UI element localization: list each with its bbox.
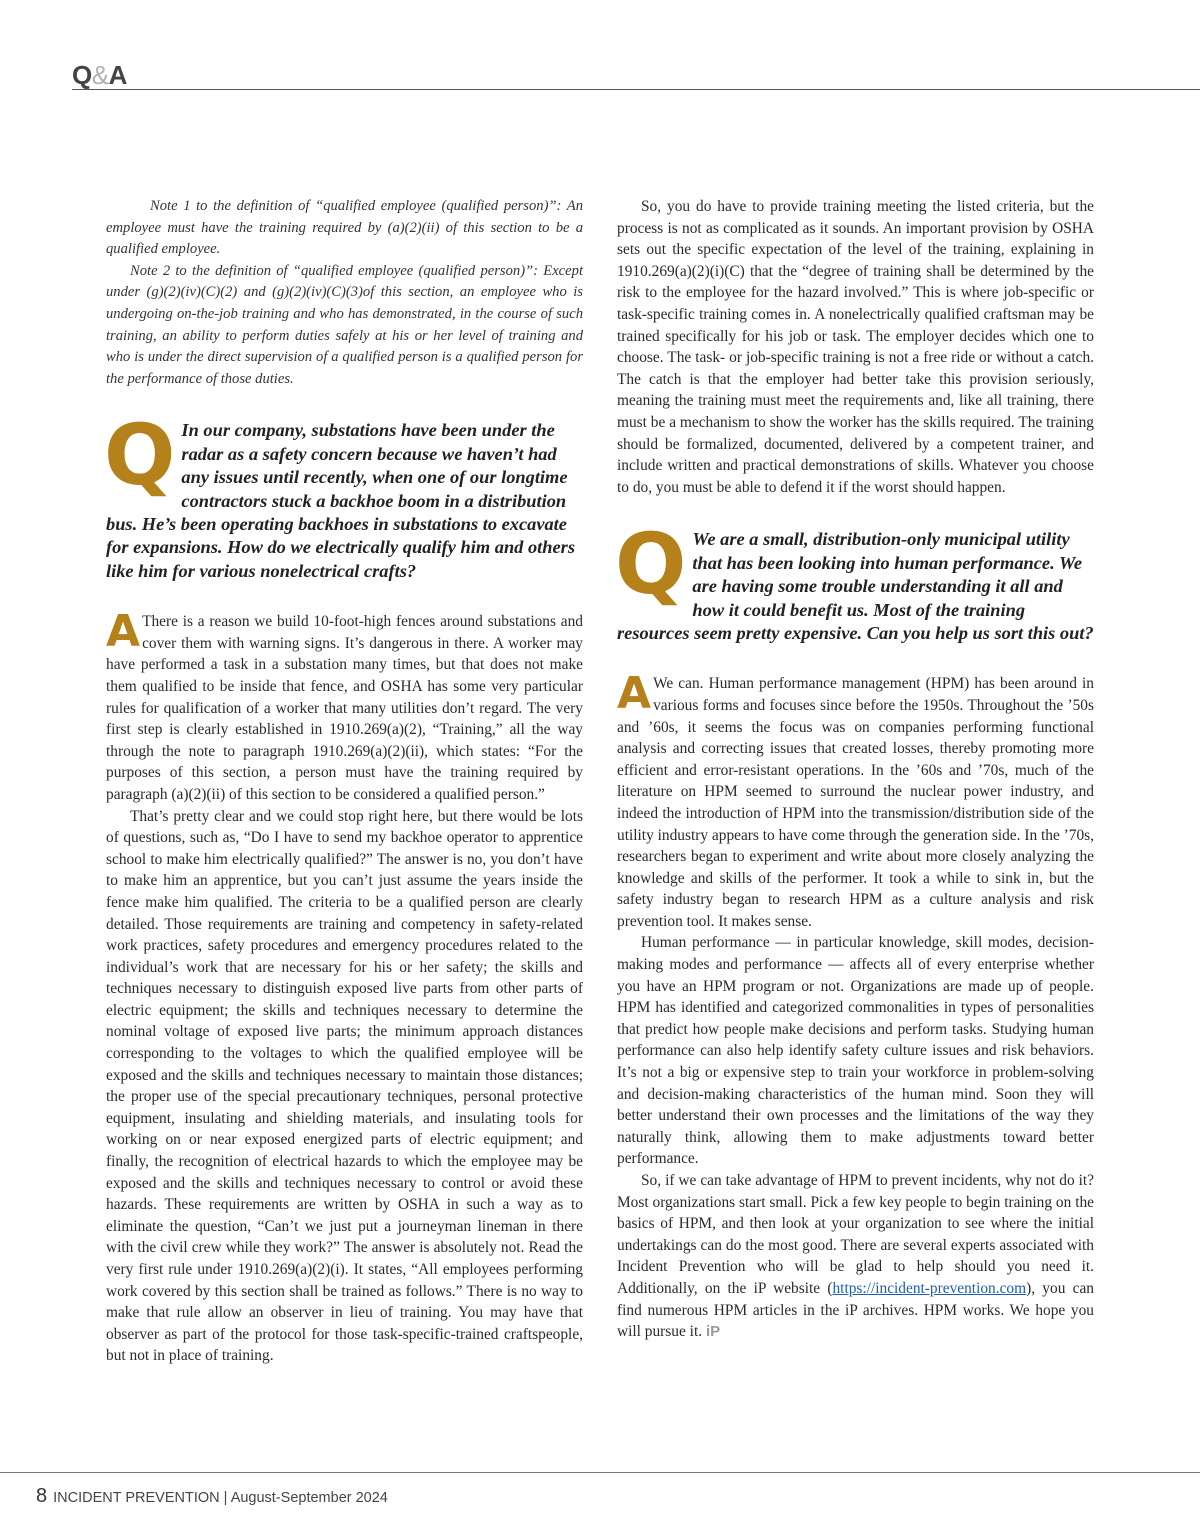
note-1: Note 1 to the definition of “qualified employee (qualified person)”: An employee must have the training required by (a)(2)(ii) of this section to be a qualified employee. — [106, 198, 583, 258]
answer-2-para-3 — [617, 1170, 1094, 1343]
question-2 — [615, 515, 1094, 645]
answer-2-para-3-start: So, if we can take advantage of HPM to prevent incidents, why not do it? Most organizations start small. Pick a few key people to begin training on the basics of HPM, and then look at your organization to see where the initial undertakings can do the most good. There are several experts associated with Incident Prevention who will be glad to help should you need it. Additionally, on the iP website ( — [617, 1172, 1094, 1297]
answer-2-para-3-end: ), you can find numerous HPM articles in the iP archives. HPM works. We hope you will pursue it. — [617, 1279, 1094, 1341]
question-dropcap-2: Q — [615, 515, 687, 614]
answer-2-para-1 — [617, 668, 1094, 932]
question-1-text: In our company, substations have been under the radar as a safety concern because we haven’t had any issues until recently, when one of our longtime contractors stuck a backhoe boom in a distribution bus. He’s been operating backhoes in substations to excavate for expansions. How do we electrically qualify him and others like him for various nonelectrical crafts? — [106, 420, 575, 581]
definition-notes — [106, 196, 583, 390]
website-link[interactable]: https://incident-prevention.com — [832, 1279, 1027, 1297]
publication-name: INCIDENT PREVENTION — [53, 1490, 220, 1506]
answer-1-continued — [617, 196, 1094, 498]
section-header — [72, 62, 1200, 90]
question-1 — [104, 406, 583, 583]
note-2: Note 2 to the definition of “qualified employee (qualified person)”: Except under (g)(2)(iv)(C)(2) and (g)(2)(iv)(C)(3)of this section, an employee who is undergoing on-the-job training and who has demonstrated, in the course of such training, an ability to perform duties safely at his or her level of training and who is under the direct supervision of a qualified person is a qualified person for the performance of those duties. — [106, 262, 583, 387]
answer-2-para-2: Human performance — in particular knowledge, skill modes, decision-making modes and performance — affects all of every enterprise whether you have an HPM program or not. Organizations are made up of people. HPM has identified and categorized commonalities in types of personalities that predict how people make decisions and perform tasks. Studying human performance can also help identify safety culture issues and risk behaviors. It’s not a big or expensive step to train your workforce in problem-solving and decision-making characteristics of the human mind. Soon they will better understand their own processes and the limitations of the way they naturally think, allowing them to make adjustments toward better performance. — [617, 934, 1094, 1168]
section-label-a: A — [108, 60, 127, 90]
section-label-q: Q — [72, 60, 92, 90]
question-2-text: We are a small, distribution-only municipal utility that has been looking into human performance. We are having some trouble understanding it all and how it could benefit us. Most of the training resources seem pretty expensive. Can you help us sort this out? — [617, 529, 1094, 643]
section-label — [72, 62, 1200, 88]
answer-dropcap-2: A — [617, 668, 652, 720]
answer-2-para-1-text: We can. Human performance management (HPM) has been around in various forms and focuses since before the 1950s. Throughout the ’50s and ’60s, it seems the focus was on companies performing functional analysis and correcting issues that created losses, thereby promoting more efficient and error-resistant operations. In the ’60s and ’70s, much of the literature on HPM seemed to surround the nuclear power industry, and indeed the introduction of HPM into the transmission/distribution side of the utility industry appears to have come through the generation side. In the ’70s, researchers began to experiment and write about more closely analyzing the knowledge and skills of the performer. It took a while to sink in, but the safety industry began to research HPM as a culture analysis and risk prevention tool. It makes sense. — [617, 675, 1094, 930]
footer-separator: | — [223, 1490, 228, 1506]
answer-2 — [617, 668, 1094, 1342]
answer-1-para-1 — [106, 606, 583, 805]
answer-1-para-1-text: There is a reason we build 10-foot-high fences around substations and cover them with warning signs. It’s dangerous in there. A worker may have performed a task in a substation many times, but that does not make them qualified to be inside that fence, and OSHA has some very particular rules for qualification of a worker that many utilities don’t regard. The very first step is clearly established in 1910.269(a)(2), “Training,” all the way through the note to paragraph 1910.269(a)(2)(ii), which states: “For the purposes of this section, a person must have the training required by paragraph (a)(2)(ii) of this section to be considered a qualified person.” — [106, 613, 583, 803]
answer-1 — [106, 606, 583, 1367]
section-label-amp: & — [91, 60, 109, 90]
footer-text — [36, 1485, 388, 1508]
answer-dropcap-1: A — [106, 606, 141, 658]
right-column — [617, 196, 1094, 1343]
answer-1-para-3: So, you do have to provide training meeting the listed criteria, but the process is not as complicated as it sounds. An important provision by OSHA sets out the specific expectation of the level of the training, explaining in 1910.269(a)(2)(i)(C) that the “degree of training shall be determined by the risk to the employee for the hazard involved.” This is where job-specific or task-specific training comes in. A nonelectrically qualified craftsman may be trained specifically for his job or task. The employer decides which one to choose. The task- or job-specific training is not a free ride or without a catch. The catch is that the employer had better take this provision seriously, meaning the training must meet the requirements and, like all training, there must be a mechanism to show the worker has the skills required. The training should be formalized, documented, delivered by a competent trainer, and include written and practical demonstrations of skills. Whatever you choose to do, you must be able to defend it if the worst should happen. — [617, 198, 1094, 496]
answer-1-para-2: That’s pretty clear and we could stop right here, but there would be lots of questions, such as, “Do I have to send my backhoe operator to apprentice school to make him electrically qualified?” The answer is no, you don’t have to make him an apprentice, but you can’t just assume the years inside the fence make him qualified. The criteria to be a qualified person are clearly detailed. Those requirements are training and competency in safety-related work practices, safety procedures and emergency procedures related to the individual’s work that are necessary for his or her safety; the skills and techniques necessary to distinguish exposed live parts from other parts of electric equipment; the skills and techniques necessary to determine the nominal voltage of exposed live parts; the minimum approach distances corresponding to the voltages to which the qualified employee will be exposed and the skills and techniques necessary to maintain those distances; the proper use of the special precautionary techniques, personal protective equipment, insulating and shielding materials, and insulating tools for working on or near exposed energized parts of electric equipment; and finally, the recognition of electrical hazards to which the employee may be exposed and the skills and techniques necessary to control or avoid these hazards. These requirements are written by OSHA in such a way as to eliminate the question, “Can’t we just put a journeyman lineman in there with the civil crew while they work?” The answer is absolutely not. Read the very first rule under 1910.269(a)(2)(i). It states, “All employees performing work covered by this section shall be trained as follows.” There is no way to make that rule allow an observer in lieu of training. You may have that observer as part of the protocol for those task-specific-trained craftspeople, but not in place of training. — [106, 807, 583, 1365]
issue-date: August-September 2024 — [230, 1490, 388, 1506]
question-dropcap-1: Q — [104, 406, 176, 505]
page-number: 8 — [36, 1485, 48, 1507]
left-column — [106, 196, 583, 1367]
page-footer — [0, 1472, 1200, 1507]
ip-end-mark: iP — [705, 1323, 721, 1341]
